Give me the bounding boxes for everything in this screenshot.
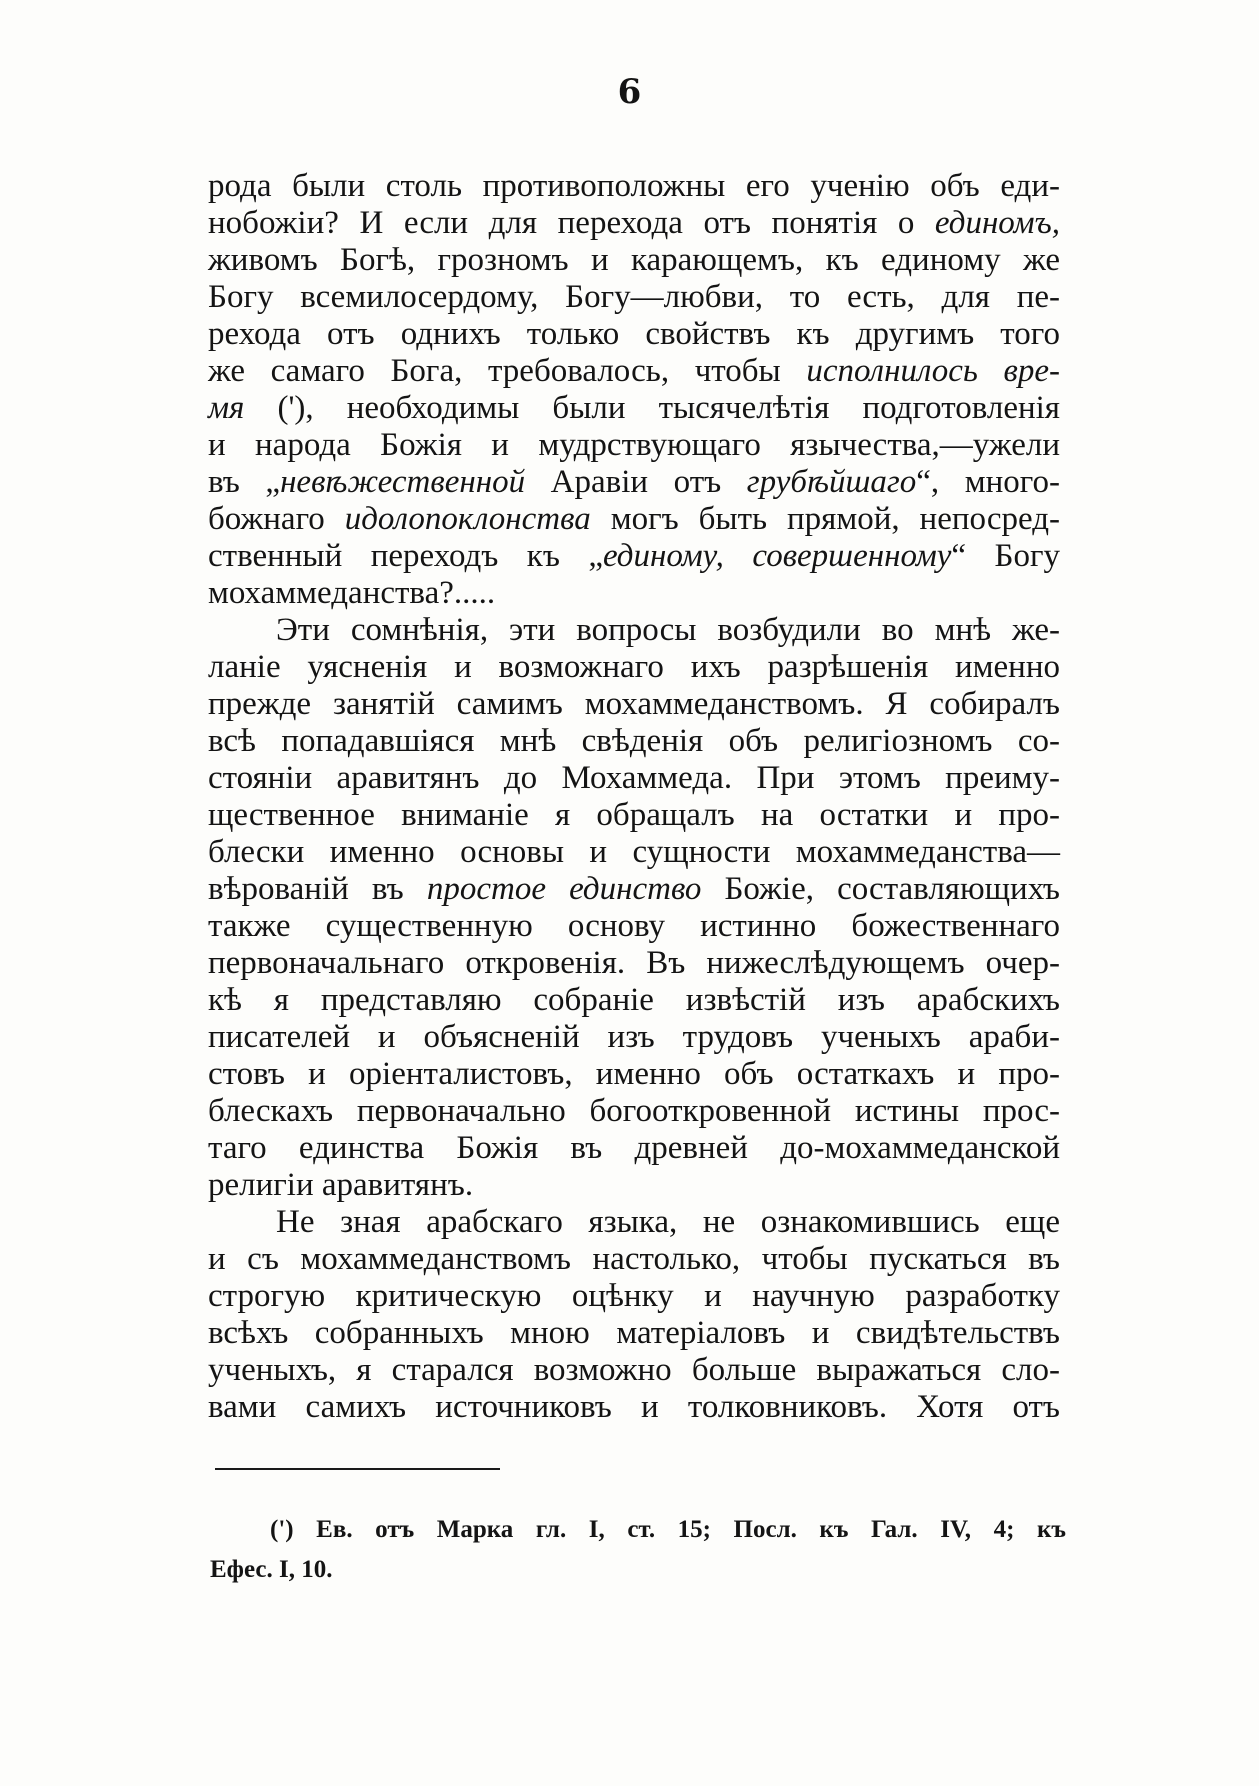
text-segment: стояніи аравитянъ до Мохаммеда. При этомъ преиму- — [208, 760, 1060, 796]
text-line — [208, 686, 1060, 723]
text-segment: прежде занятій самимъ мохаммеданствомъ. Я собиралъ — [208, 686, 1060, 722]
text-line — [208, 908, 1060, 945]
text-line — [208, 649, 1060, 686]
text-segment: строгую критическую оцѣнку и научную разработку — [208, 1278, 1060, 1314]
text-segment: ственный переходъ къ „ — [208, 538, 603, 574]
text-segment: Эти сомнѣнія, эти вопросы возбудили во мнѣ же- — [276, 612, 1060, 648]
italic-text: единомъ, — [934, 205, 1060, 241]
page-number: 6 — [617, 72, 642, 112]
text-segment: стовъ и оріенталистовъ, именно объ остаткахъ и про- — [208, 1056, 1060, 1092]
text-line — [208, 871, 1060, 908]
text-segment: писателей и объясненій изъ трудовъ ученыхъ араби- — [208, 1019, 1060, 1055]
text-segment: нобожіи? И если для перехода отъ понятія о — [208, 205, 935, 241]
text-line — [208, 279, 1060, 316]
text-segment: вѣрованій въ — [208, 871, 427, 907]
italic-text: идолопоклонства — [344, 501, 591, 537]
text-segment: Аравіи отъ — [525, 464, 747, 500]
italic-text: мя — [208, 390, 245, 426]
text-line — [208, 612, 1060, 649]
text-line — [208, 353, 1060, 390]
text-line — [208, 1315, 1060, 1352]
italic-text: простое единство — [426, 871, 702, 907]
italic-text: невѣжественной — [280, 464, 526, 500]
text-line — [208, 1056, 1060, 1093]
text-segment: рода были столь противоположны его ученію объ еди- — [208, 168, 1060, 204]
text-segment: божнаго — [208, 501, 345, 537]
text-segment: блескахъ первоначально богооткровенной истины прос- — [208, 1093, 1060, 1129]
text-line — [208, 797, 1060, 834]
text-line — [208, 427, 1060, 464]
text-segment: Божіе, составляющихъ — [701, 871, 1061, 907]
body-text — [208, 168, 1060, 1426]
text-segment: религіи аравитянъ. — [208, 1167, 474, 1203]
text-segment: всѣхъ собранныхъ мною матеріаловъ и свидѣтельствъ — [208, 1315, 1060, 1351]
italic-text: грубѣйшаго — [746, 464, 917, 500]
text-segment: “ Богу — [951, 538, 1060, 574]
footnote — [210, 1510, 1066, 1590]
footnote-divider — [215, 1468, 500, 1470]
text-segment: рехода отъ однихъ только свойствъ къ другимъ того — [208, 316, 1060, 352]
text-line — [208, 538, 1060, 575]
text-segment: “, много- — [916, 464, 1060, 500]
footnote-line: Ефес. I, 10. — [210, 1556, 333, 1583]
text-segment: въ „ — [208, 464, 281, 500]
text-line — [208, 501, 1060, 538]
text-segment: мохаммеданства?..... — [208, 575, 496, 611]
text-line — [208, 1019, 1060, 1056]
text-line — [208, 1352, 1060, 1389]
text-segment: таго единства Божія въ древней до-мохаммеданской — [208, 1130, 1060, 1166]
text-line — [208, 316, 1060, 353]
text-segment: вами самихъ источниковъ и толковниковъ. Хотя отъ — [208, 1389, 1060, 1425]
text-line — [208, 945, 1060, 982]
text-line — [208, 982, 1060, 1019]
text-line — [208, 760, 1060, 797]
text-line — [208, 1389, 1060, 1426]
text-segment: всѣ попадавшіяся мнѣ свѣденія объ религіозномъ со- — [208, 723, 1060, 759]
text-line — [208, 1278, 1060, 1315]
text-segment: первоначальнаго откровенія. Въ нижеслѣдующемъ очер- — [208, 945, 1060, 981]
text-segment: блески именно основы и сущности мохаммеданства— — [208, 834, 1060, 870]
italic-text: исполнилось вре- — [806, 353, 1060, 389]
text-segment: живомъ Богѣ, грозномъ и карающемъ, къ единому же — [208, 242, 1060, 278]
text-line — [208, 723, 1060, 760]
text-line — [208, 205, 1060, 242]
text-segment: кѣ я представляю собраніе извѣстій изъ арабскихъ — [208, 982, 1060, 1018]
text-segment: также существенную основу истинно божественнаго — [208, 908, 1060, 944]
text-segment: и съ мохаммеданствомъ настолько, чтобы пускаться въ — [208, 1241, 1060, 1277]
text-line — [208, 1167, 1060, 1204]
text-segment: и народа Божія и мудрствующаго язычества,—ужели — [208, 427, 1060, 463]
text-line — [208, 168, 1060, 205]
text-segment: же самаго Бога, требовалось, чтобы — [208, 353, 807, 389]
text-line — [208, 390, 1060, 427]
text-line — [208, 1130, 1060, 1167]
text-segment: ученыхъ, я старался возможно больше выражаться сло- — [208, 1352, 1060, 1388]
italic-text: единому, совершенному — [602, 538, 952, 574]
text-segment: ланіе уясненія и возможнаго ихъ разрѣшенія именно — [208, 649, 1060, 685]
footnote-line: (') Ев. отъ Марка гл. I, ст. 15; Посл. къ Гал. IV, 4; къ — [270, 1516, 1066, 1543]
text-line — [208, 1093, 1060, 1130]
text-segment: ('), необходимы были тысячелѣтія подготовленія — [244, 390, 1060, 426]
text-line — [208, 464, 1060, 501]
text-line — [208, 575, 1060, 612]
text-segment: Богу всемилосердому, Богу—любви, то есть, для пе- — [208, 279, 1060, 315]
text-segment: Не зная арабскаго языка, не ознакомившись еще — [276, 1204, 1060, 1240]
text-line — [208, 834, 1060, 871]
text-line — [208, 1241, 1060, 1278]
text-segment: могъ быть прямой, непосред- — [590, 501, 1060, 537]
text-line — [208, 242, 1060, 279]
text-line — [208, 1204, 1060, 1241]
text-segment: щественное вниманіе я обращалъ на остатки и про- — [208, 797, 1060, 833]
